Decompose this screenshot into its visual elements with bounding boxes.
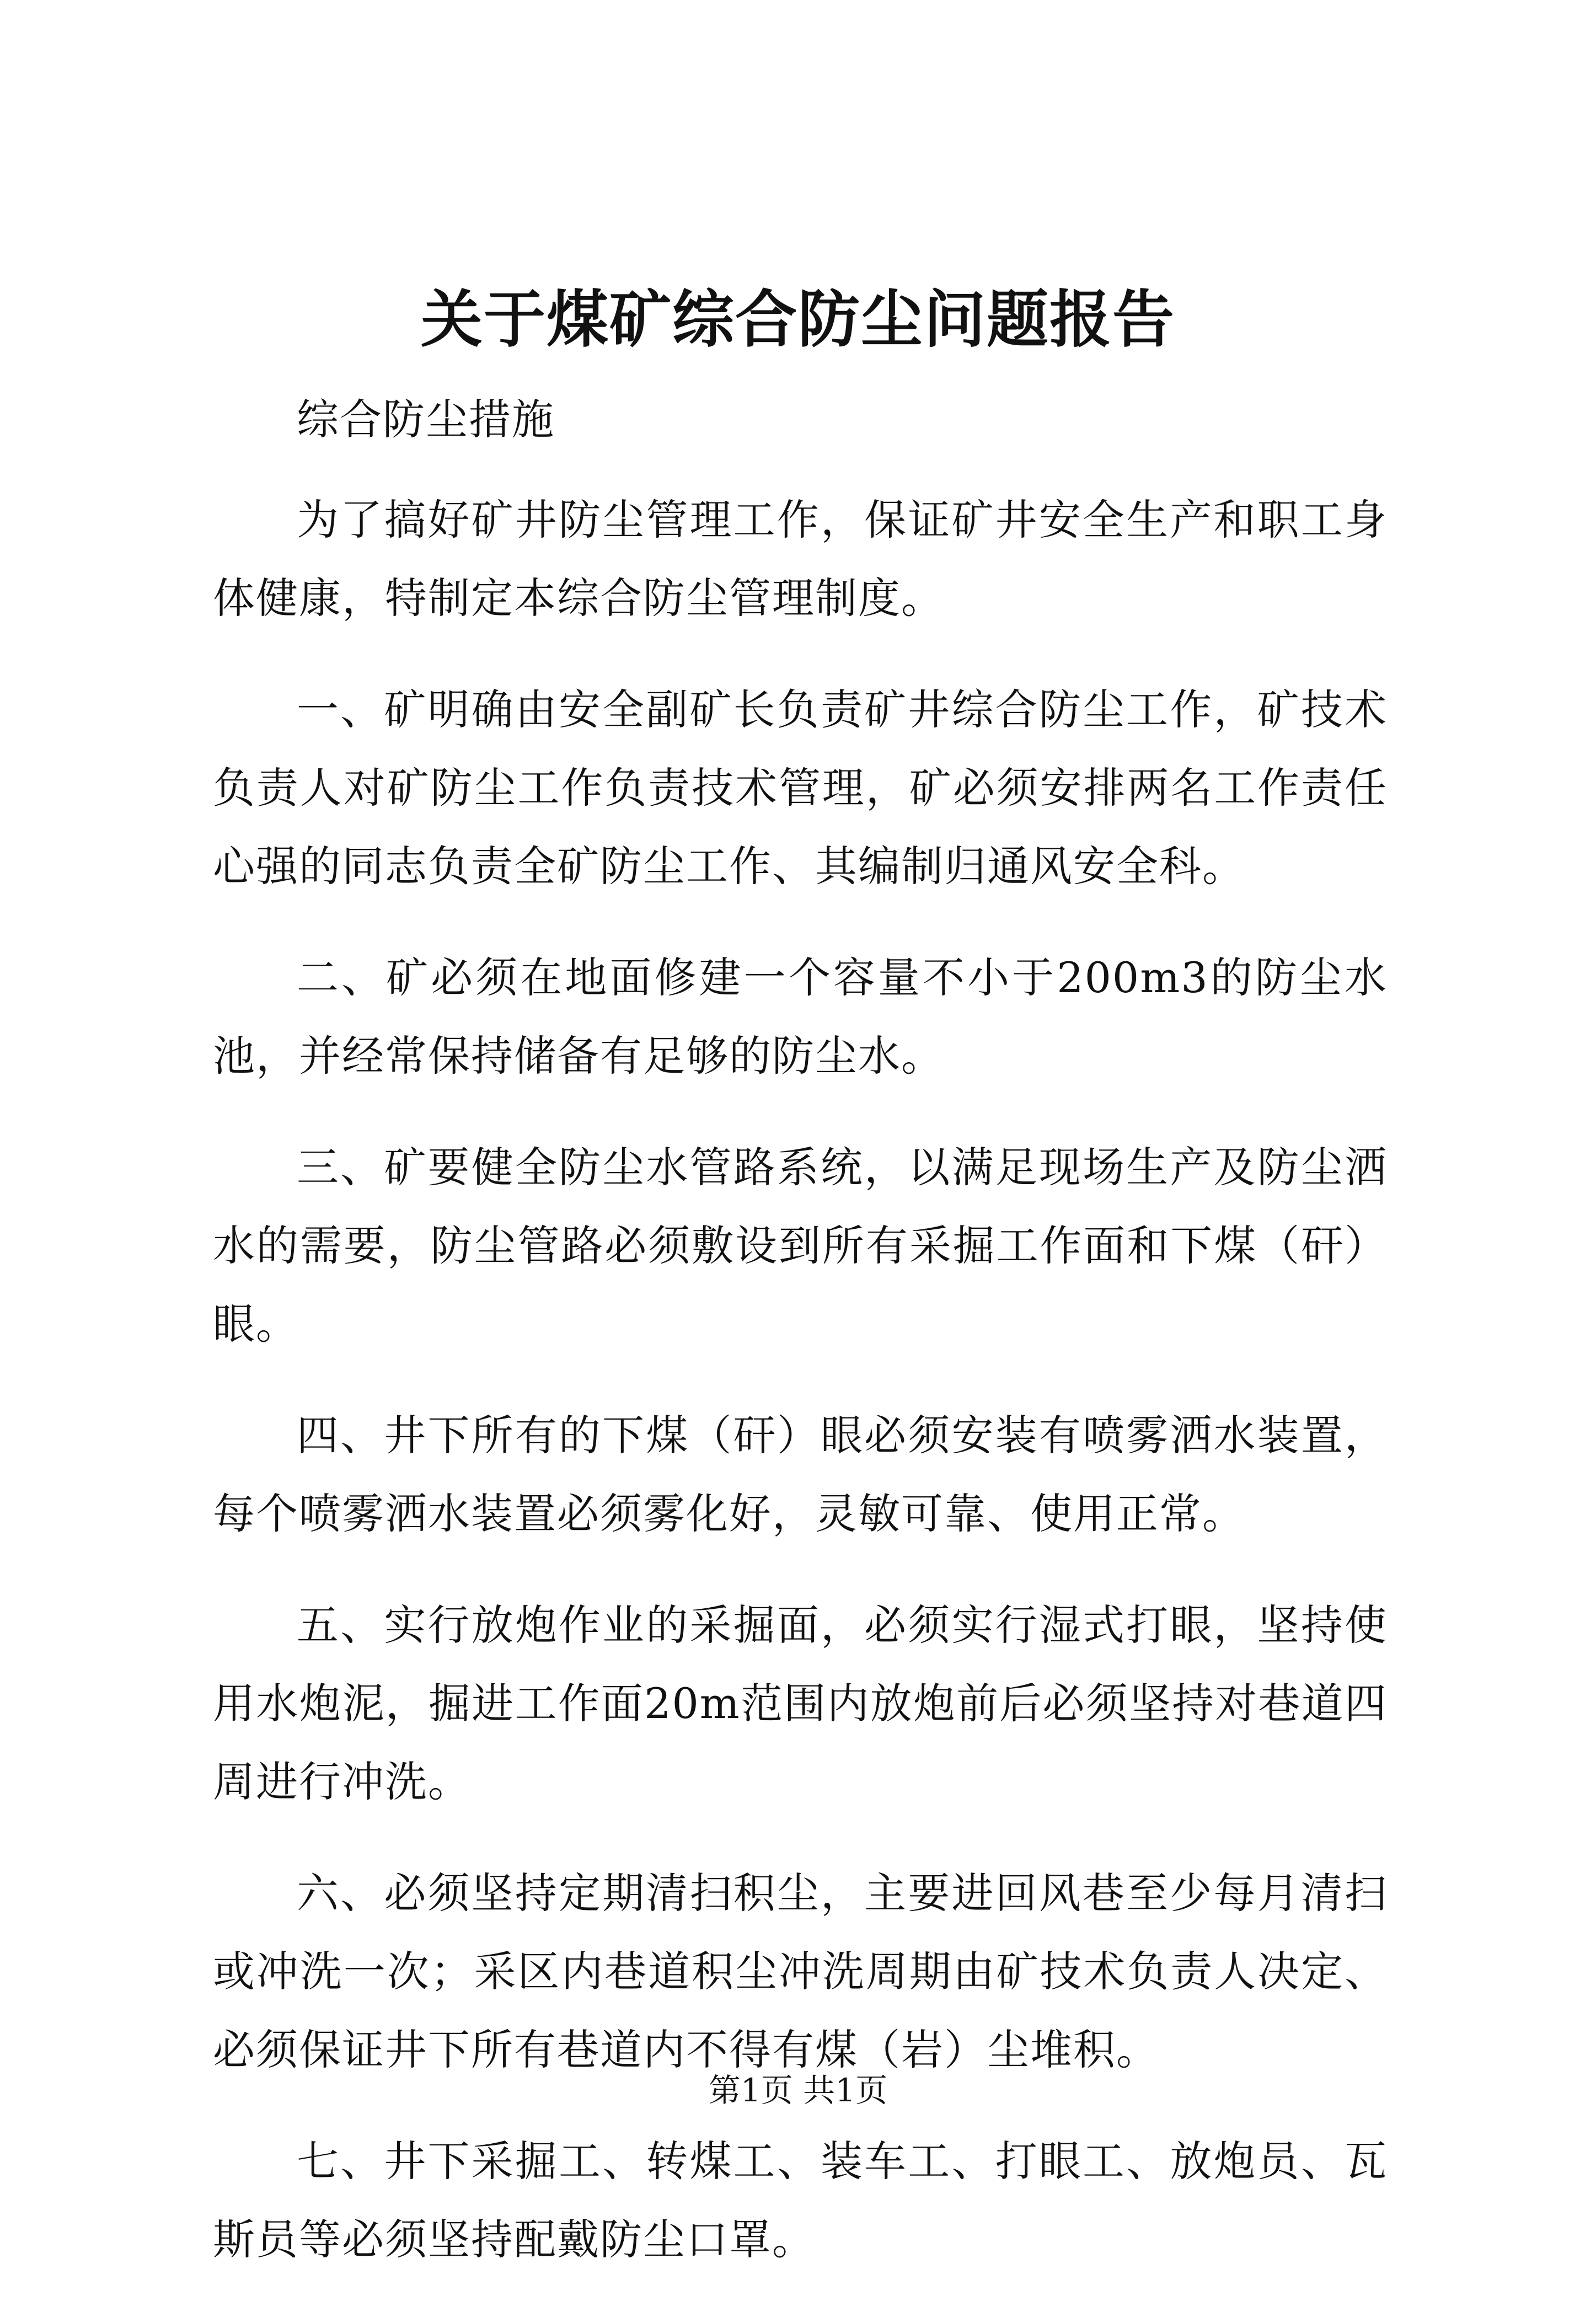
paragraph-item-3: 三、矿要健全防尘水管路系统，以满足现场生产及防尘洒水的需要，防尘管路必须敷设到所有采掘工作面和下煤（矸）眼。 [213,1143,1388,1348]
section-heading: 综合防尘措施 [297,395,555,444]
document-title: 关于煤矿综合防尘问题报告 [421,283,1175,356]
paragraph-intro: 为了搞好矿井防尘管理工作，保证矿井安全生产和职工身体健康，特制定本综合防尘管理制度。 [213,495,1388,623]
paragraph-item-1: 一、矿明确由安全副矿长负责矿井综合防尘工作，矿技术负责人对矿防尘工作负责技术管理，矿必须安排两名工作责任心强的同志负责全矿防尘工作、其编制归通风安全科。 [213,685,1388,891]
paragraph-item-2: 二、矿必须在地面修建一个容量不小于200m3的防尘水池，并经常保持储备有足够的防尘水。 [213,953,1388,1080]
paragraph-item-6: 六、必须坚持定期清扫积尘，主要进回风巷至少每月清扫或冲洗一次；采区内巷道积尘冲洗周期由矿技术负责人决定、必须保证井下所有巷道内不得有煤（岩）尘堆积。 [213,1869,1388,2074]
document-body [213,381,1388,2312]
paragraph-item-7: 七、井下采掘工、转煤工、装车工、打眼工、放炮员、瓦斯员等必须坚持配戴防尘口罩。 [213,2137,1388,2264]
page-number-footer: 第1页 共1页 [708,2072,888,2109]
paragraph-item-4: 四、井下所有的下煤（矸）眼必须安装有喷雾洒水装置，每个喷雾洒水装置必须雾化好，灵敏可靠、使用正常。 [213,1411,1388,1538]
paragraph-item-5: 五、实行放炮作业的采掘面，必须实行湿式打眼，坚持使用水炮泥，掘进工作面20m范围内放炮前后必须坚持对巷道四周进行冲洗。 [213,1601,1388,1806]
